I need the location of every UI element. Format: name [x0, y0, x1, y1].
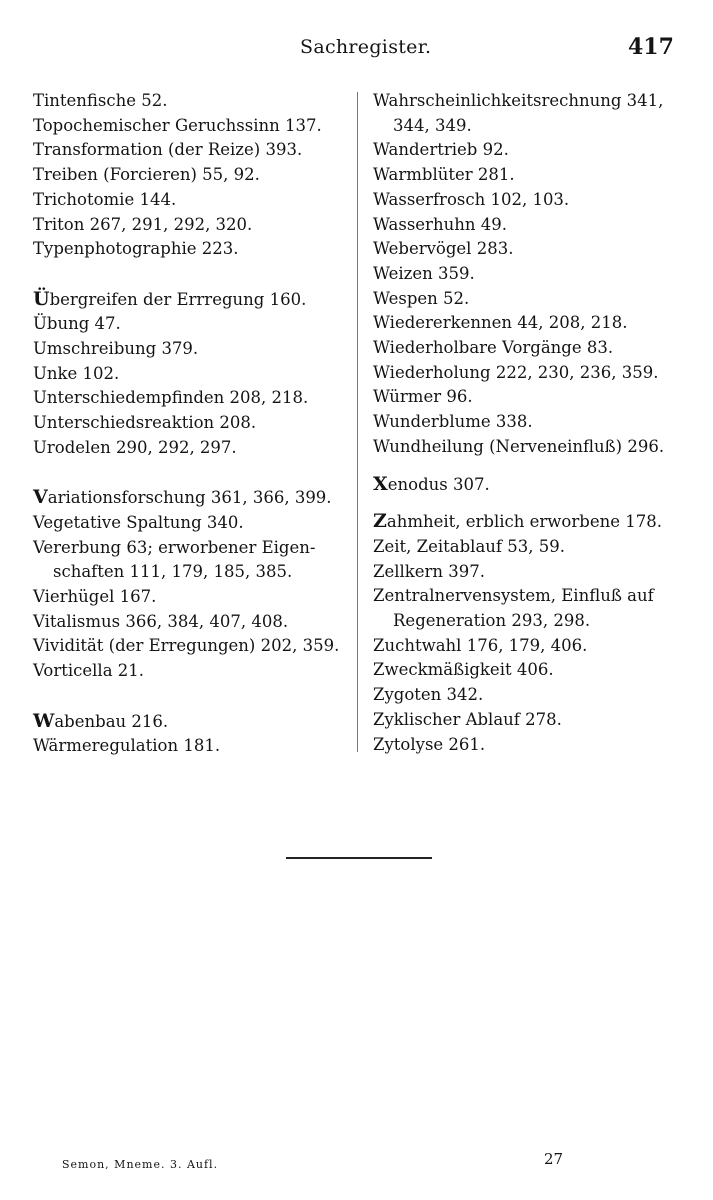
index-entry-text: Wunderblume 338.: [373, 412, 533, 432]
index-entry: [373, 535, 693, 560]
index-entry-text: Wasserfrosch 102, 103.: [373, 189, 570, 209]
index-entry-text: Urodelen 290, 292, 297.: [33, 437, 237, 457]
index-entry: [33, 312, 351, 337]
index-entry: [33, 511, 351, 536]
index-entry-text: Vitalismus 366, 384, 407, 408.: [33, 611, 289, 631]
index-entry-text: ahmheit, erblich erworbene 178.: [386, 512, 662, 532]
index-entry: [33, 237, 351, 262]
index-entry: [33, 560, 351, 585]
index-entry-text: Unke 102.: [33, 363, 120, 383]
running-header-title: Sachregister.: [300, 36, 432, 58]
index-entry: [373, 287, 693, 312]
index-entry-text: Unterschiedsreaktion 208.: [33, 413, 257, 433]
index-entry: [33, 188, 351, 213]
index-entry: [33, 734, 351, 759]
index-entry-text: Zytolyse 261.: [373, 734, 486, 754]
section-initial: Ü: [33, 287, 50, 310]
index-entry: [373, 213, 693, 238]
index-entry: [373, 262, 693, 287]
index-entry: [33, 436, 351, 461]
index-entry: [33, 411, 351, 436]
section-initial: V: [33, 486, 48, 509]
index-entry-text: Transformation (der Reize) 393.: [33, 140, 303, 160]
index-entry-text: Typenphotographie 223.: [33, 239, 239, 259]
index-entry: [373, 472, 693, 498]
index-entry: [373, 658, 693, 683]
index-entry-text: Wundheilung (Nerveneinfluß) 296.: [373, 436, 665, 456]
index-entry-text: Regeneration 293, 298.: [393, 611, 591, 631]
index-entry-text: Zweckmäßigkeit 406.: [373, 660, 554, 680]
index-entry: [373, 683, 693, 708]
index-entry-text: Zellkern 397.: [373, 561, 486, 581]
index-entry-text: schaften 111, 179, 185, 385.: [53, 562, 293, 582]
index-entry: [373, 385, 693, 410]
sheet-number: 27: [544, 1150, 564, 1168]
index-entry: [373, 89, 693, 114]
index-entry-text: Wiederholbare Vorgänge 83.: [373, 338, 614, 358]
index-entry-text: Wärmeregulation 181.: [33, 736, 221, 756]
index-entry: [33, 89, 351, 114]
index-column-right: [373, 89, 693, 757]
index-entry-text: Warmblüter 281.: [373, 165, 515, 185]
index-column-left: [33, 89, 351, 759]
index-entry-text: Zeit, Zeitablauf 53, 59.: [373, 536, 565, 556]
index-entry: [373, 163, 693, 188]
section-initial: Z: [373, 510, 387, 533]
index-entry: [373, 560, 693, 585]
index-entry-text: Wiederholung 222, 230, 236, 359.: [373, 362, 659, 382]
index-entry-text: Wiedererkennen 44, 208, 218.: [373, 313, 628, 333]
index-entry: [33, 337, 351, 362]
index-entry-text: Topochemischer Geruchssinn 137.: [33, 115, 322, 135]
index-entry-text: Wahrscheinlichkeitsrechnung 341,: [373, 91, 664, 110]
index-entry: [373, 410, 693, 435]
index-entry-text: Trichotomie 144.: [33, 189, 177, 209]
index-entry: [33, 536, 351, 561]
index-entry: [373, 188, 693, 213]
index-entry: [33, 610, 351, 635]
index-entry-text: Würmer 96.: [373, 387, 473, 407]
index-entry: [373, 114, 693, 139]
section-initial: X: [373, 472, 388, 495]
index-entry: [33, 659, 351, 684]
index-entry-text: Zygoten 342.: [373, 685, 484, 705]
index-entry-text: abenbau 216.: [54, 711, 169, 731]
index-entry: [373, 634, 693, 659]
index-entry: [373, 237, 693, 262]
index-entry: [373, 708, 693, 733]
index-entry-text: Vividität (der Erregungen) 202, 359.: [33, 636, 340, 656]
index-entry: [33, 634, 351, 659]
index-entry: [373, 733, 693, 758]
signature-line: Semon, Mneme. 3. Aufl.: [62, 1158, 219, 1171]
column-divider: [357, 92, 358, 752]
index-entry: [373, 361, 693, 386]
index-entry: [33, 213, 351, 238]
index-entry: [373, 609, 693, 634]
index-entry-text: Wespen 52.: [373, 288, 470, 308]
index-entry: [33, 362, 351, 387]
index-entry: [373, 435, 693, 460]
page-number: 417: [628, 34, 674, 60]
index-entry: [33, 114, 351, 139]
index-entry: [33, 138, 351, 163]
index-entry-text: enodus 307.: [387, 474, 490, 494]
index-entry: [33, 163, 351, 188]
index-entry: [373, 336, 693, 361]
index-entry-text: ariationsforschung 361, 366, 399.: [47, 488, 332, 508]
index-entry-text: Triton 267, 291, 292, 320.: [33, 214, 253, 234]
index-entry-text: Vegetative Spaltung 340.: [33, 512, 244, 532]
index-entry: [33, 585, 351, 610]
index-entry-text: 344, 349.: [393, 115, 472, 135]
index-entry-text: Unterschiedempfinden 208, 218.: [33, 388, 309, 408]
index-entry: [373, 584, 693, 609]
index-entry-text: Tintenfische 52.: [33, 91, 168, 110]
index-entry-text: Vorticella 21.: [33, 661, 145, 681]
index-entry-text: bergreifen der Errregung 160.: [49, 289, 307, 309]
index-entry: [33, 485, 351, 511]
index-entry-text: Wasserhuhn 49.: [373, 214, 507, 234]
index-entry-text: Zuchtwahl 176, 179, 406.: [373, 635, 588, 655]
index-entry-text: Umschreibung 379.: [33, 339, 199, 359]
index-entry: [373, 138, 693, 163]
section-initial: W: [33, 709, 55, 732]
index-entry-text: Treiben (Forcieren) 55, 92.: [33, 165, 260, 185]
index-entry: [373, 509, 693, 535]
index-entry: [373, 311, 693, 336]
index-entry: [33, 709, 351, 735]
index-entry-text: Zyklischer Ablauf 278.: [373, 709, 562, 729]
end-rule: [286, 857, 432, 859]
index-entry: [33, 287, 351, 313]
index-entry-text: Wandertrieb 92.: [373, 140, 509, 160]
index-entry: [33, 386, 351, 411]
index-entry-text: Übung 47.: [33, 314, 121, 334]
index-entry-text: Vierhügel 167.: [33, 587, 157, 607]
index-entry-text: Vererbung 63; erworbener Eigen-: [33, 537, 316, 557]
index-entry-text: Zentralnervensystem, Einfluß auf: [373, 586, 654, 606]
index-entry-text: Weizen 359.: [373, 263, 475, 283]
index-entry-text: Webervögel 283.: [373, 239, 514, 259]
